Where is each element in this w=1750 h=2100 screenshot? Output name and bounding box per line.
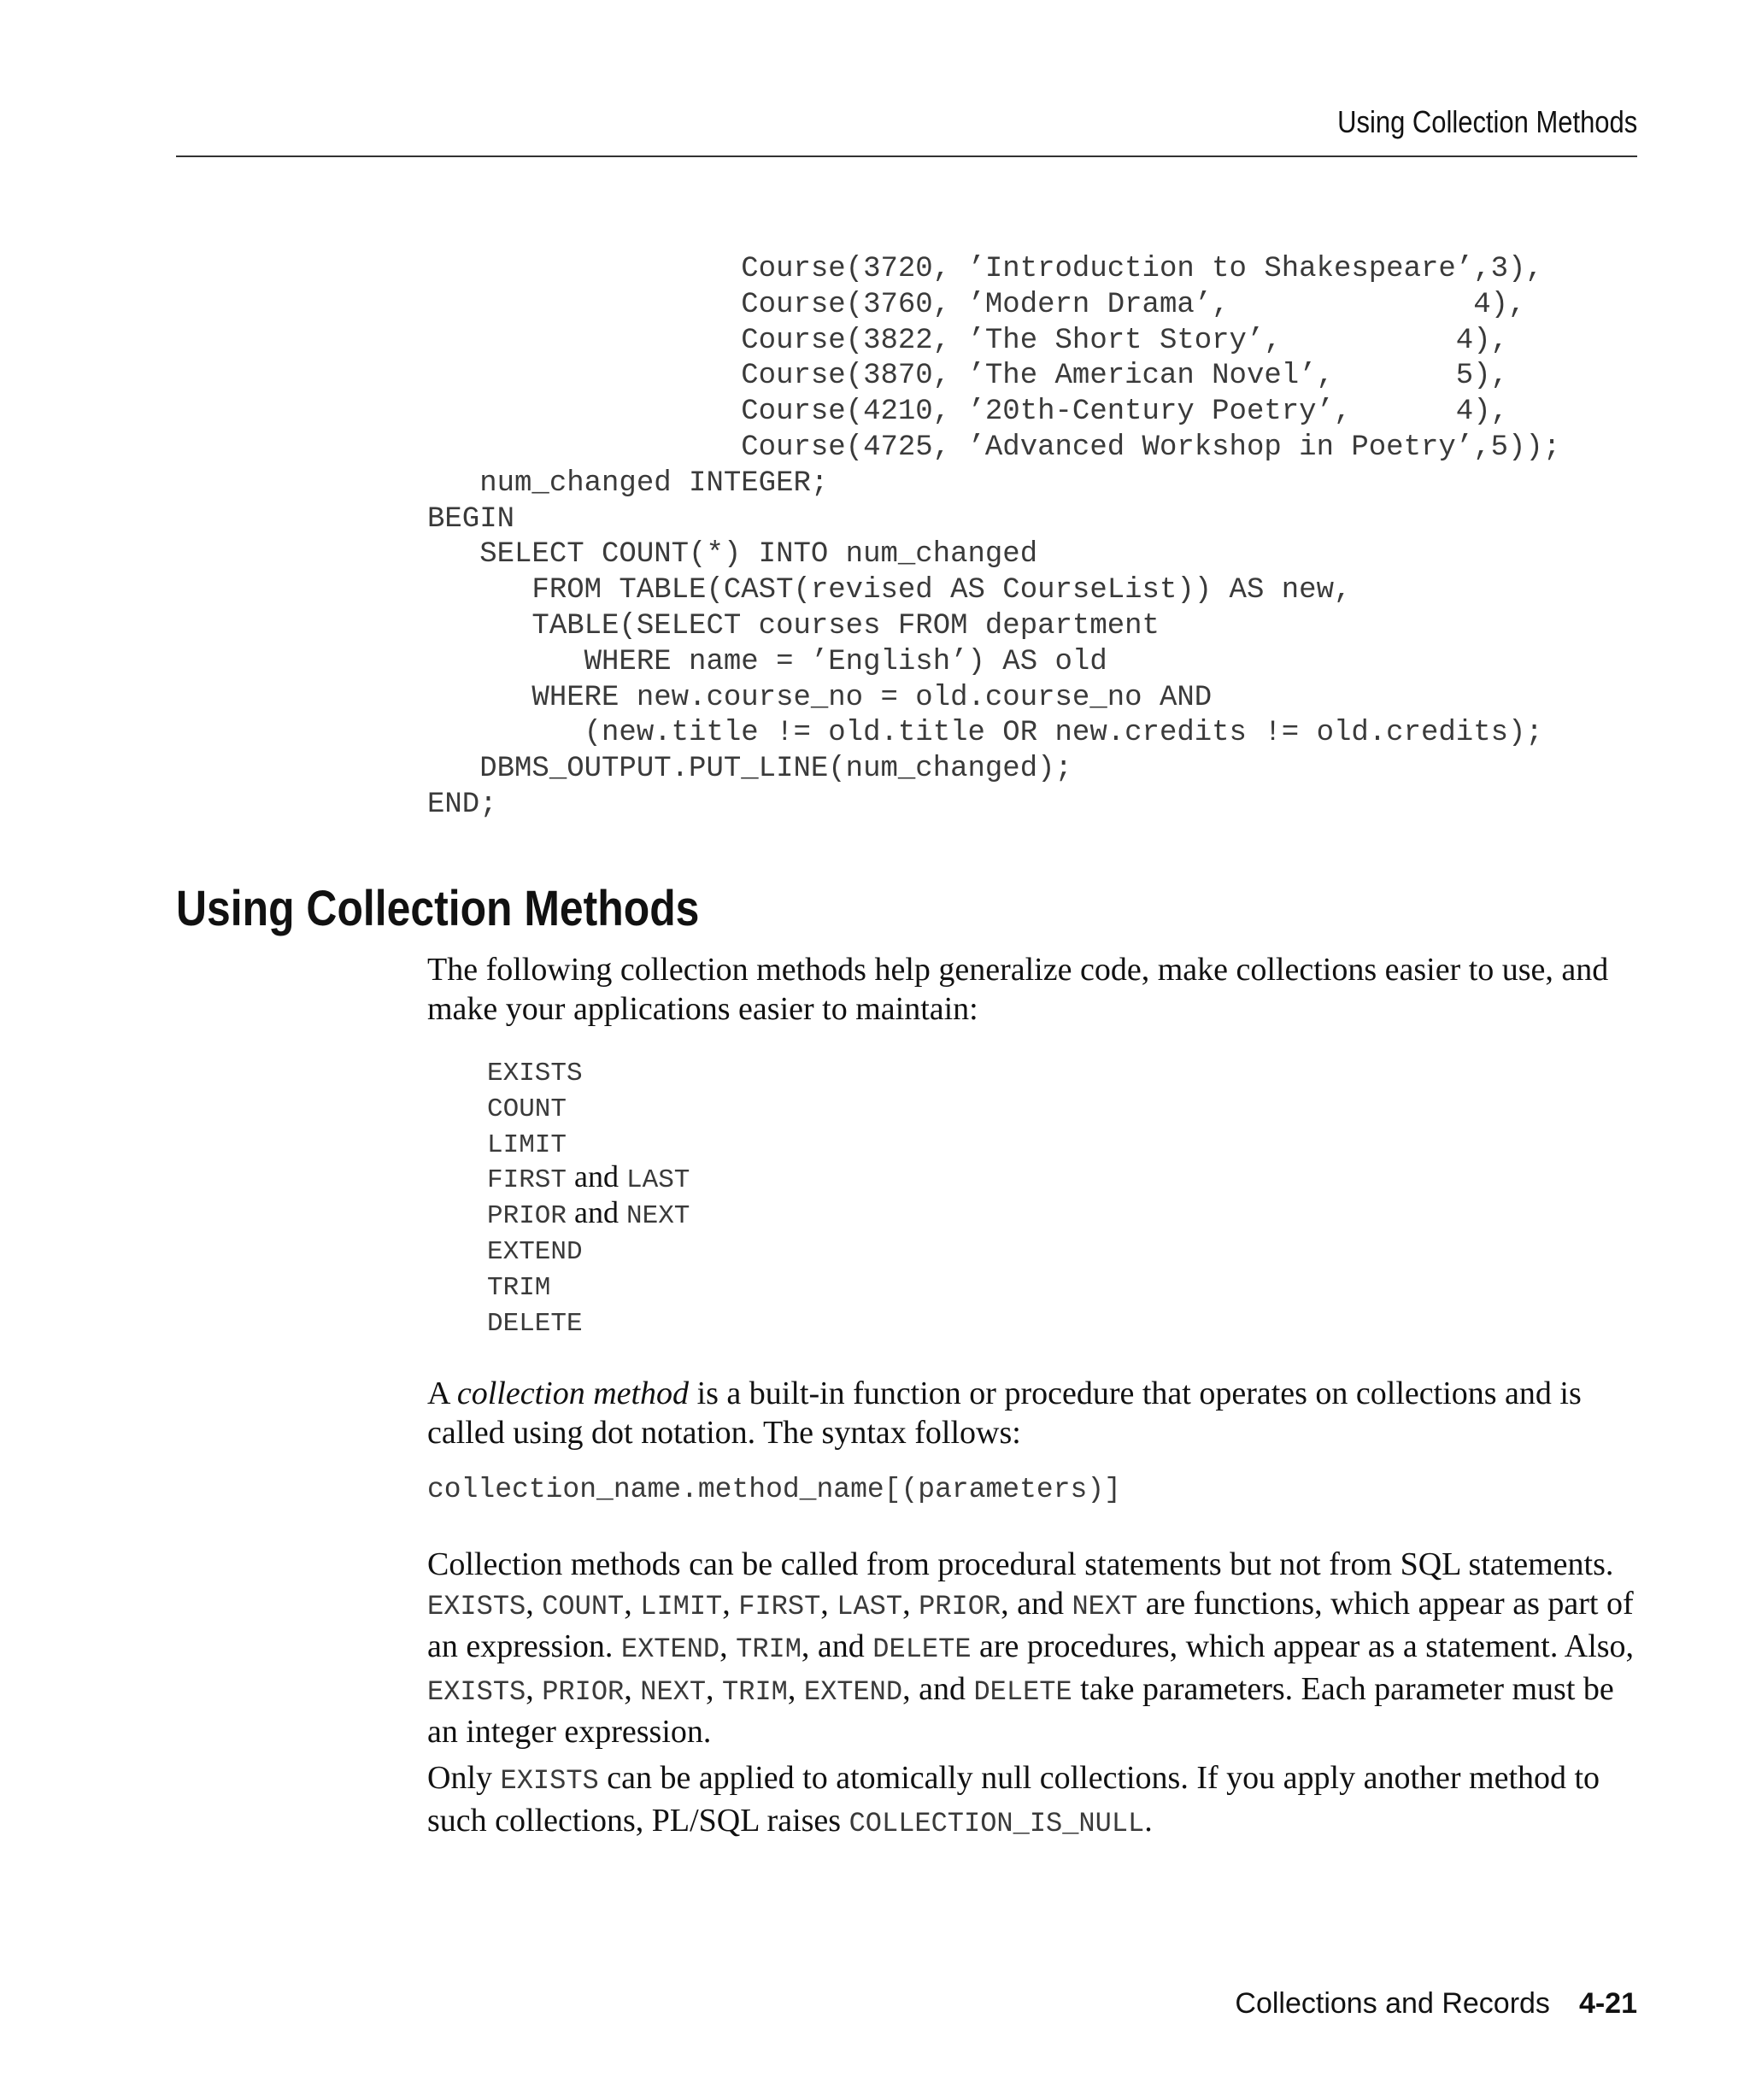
method-limit: LIMIT	[487, 1129, 567, 1160]
code-next: NEXT	[1072, 1591, 1138, 1622]
code-delete: DELETE	[872, 1634, 972, 1665]
text-run: take parameters. Each parameter must be an integer expression.	[427, 1671, 1614, 1750]
code-extend: EXTEND	[803, 1676, 903, 1708]
text-run: ,	[902, 1586, 919, 1622]
code-delete: DELETE	[973, 1676, 1072, 1708]
code-next: NEXT	[640, 1676, 707, 1708]
method-extend: EXTEND	[487, 1236, 583, 1267]
text-run: can be applied to atomically null collections. If you apply another method to such collections, PL/SQL raises	[427, 1760, 1600, 1839]
text-run: ,	[706, 1671, 723, 1707]
page-number: 4-21	[1578, 1987, 1637, 2020]
code-prior: PRIOR	[542, 1676, 625, 1708]
list-item	[487, 1231, 690, 1267]
syntax-line: collection_name.method_name[(parameters)]	[427, 1474, 1121, 1505]
text-run: Collection methods can be called from procedural statements but not from SQL statements.	[427, 1546, 1614, 1582]
code-exists: EXISTS	[500, 1765, 599, 1797]
and-word: and	[574, 1195, 619, 1230]
code-trim: TRIM	[736, 1634, 802, 1665]
text-run: , and	[801, 1628, 873, 1664]
list-item	[487, 1159, 690, 1195]
code-prior: PRIOR	[919, 1591, 1001, 1622]
code-example: Course(3720, ’Introduction to Shakespeare’,3), Course(3760, ’Modern Drama’, 4), Course(3822, ’The Short Story’, 4), Course(3870, ’The American Novel’, 5), Course(4210, ’20th-Century Poetry’, 4), Course(4725, ’Advanced Workshop in Poetry’,5)); num_changed INTEGER; BEGIN SELECT COUNT(*) INTO num_changed FROM TABLE(CAST(revised AS CourseList)) AS new, TABLE(SELECT courses FROM department WHERE name = ’English’) AS old WHERE new.course_no = old.course_no AND (new.title != old.title OR new.credits != old.credits); DBMS_OUTPUT.PUT_LINE(num_changed); END;	[427, 253, 1561, 821]
definition-prefix: A	[427, 1376, 457, 1411]
methods-usage-paragraph	[427, 1545, 1641, 1751]
page-footer	[1235, 1987, 1637, 2021]
text-run: are functions, which appear as part of an expression.	[427, 1586, 1634, 1664]
text-run: , and	[902, 1671, 974, 1707]
code-trim: TRIM	[722, 1676, 788, 1708]
text-run: ,	[820, 1586, 837, 1622]
text-run: ,	[722, 1586, 739, 1622]
text-run: ,	[719, 1628, 737, 1664]
list-item	[487, 1195, 690, 1231]
list-item	[487, 1303, 690, 1339]
method-last: LAST	[626, 1165, 690, 1196]
method-delete: DELETE	[487, 1308, 583, 1339]
method-list	[487, 1053, 690, 1338]
text-run: ,	[787, 1671, 804, 1707]
definition-term: collection method	[456, 1376, 690, 1411]
method-next: NEXT	[626, 1201, 690, 1232]
list-item	[487, 1053, 690, 1088]
code-last: LAST	[837, 1591, 903, 1622]
intro-paragraph: The following collection methods help generalize code, make collections easier to use, and make your applications easier to maintain:	[427, 952, 1609, 1027]
code-count: COUNT	[542, 1591, 625, 1622]
and-word: and	[574, 1159, 619, 1194]
list-item	[487, 1124, 690, 1160]
code-extend: EXTEND	[620, 1634, 720, 1665]
method-count: COUNT	[487, 1094, 567, 1124]
running-header: Using Collection Methods	[1336, 104, 1637, 139]
code-collection-is-null: COLLECTION_IS_NULL	[849, 1808, 1145, 1839]
null-collections-paragraph	[427, 1758, 1641, 1844]
method-prior: PRIOR	[487, 1201, 567, 1232]
code-exists: EXISTS	[427, 1591, 526, 1622]
text-run: are procedures, which appear as a statement. Also,	[971, 1628, 1635, 1664]
list-item	[487, 1267, 690, 1303]
section-heading: Using Collection Methods	[176, 881, 700, 936]
text-run: ,	[624, 1586, 641, 1622]
text-run: Only	[427, 1760, 501, 1796]
method-trim: TRIM	[487, 1272, 551, 1303]
text-run: ,	[526, 1586, 543, 1622]
method-exists: EXISTS	[487, 1059, 583, 1088]
list-item	[487, 1088, 690, 1124]
definition-paragraph	[427, 1374, 1641, 1452]
text-run: ,	[624, 1671, 641, 1707]
code-exists: EXISTS	[427, 1676, 526, 1708]
footer-chapter: Collections and Records	[1235, 1987, 1550, 2020]
code-first: FIRST	[738, 1591, 821, 1622]
text-run: ,	[526, 1671, 543, 1707]
text-run: , and	[1001, 1586, 1072, 1622]
code-limit: LIMIT	[640, 1591, 723, 1622]
method-first: FIRST	[487, 1165, 567, 1196]
text-run: .	[1144, 1803, 1153, 1839]
header-rule	[176, 155, 1637, 157]
definition-suffix: is a built-in function or procedure that operates on collections and is called using dot notation. The syntax follows:	[427, 1376, 1582, 1451]
